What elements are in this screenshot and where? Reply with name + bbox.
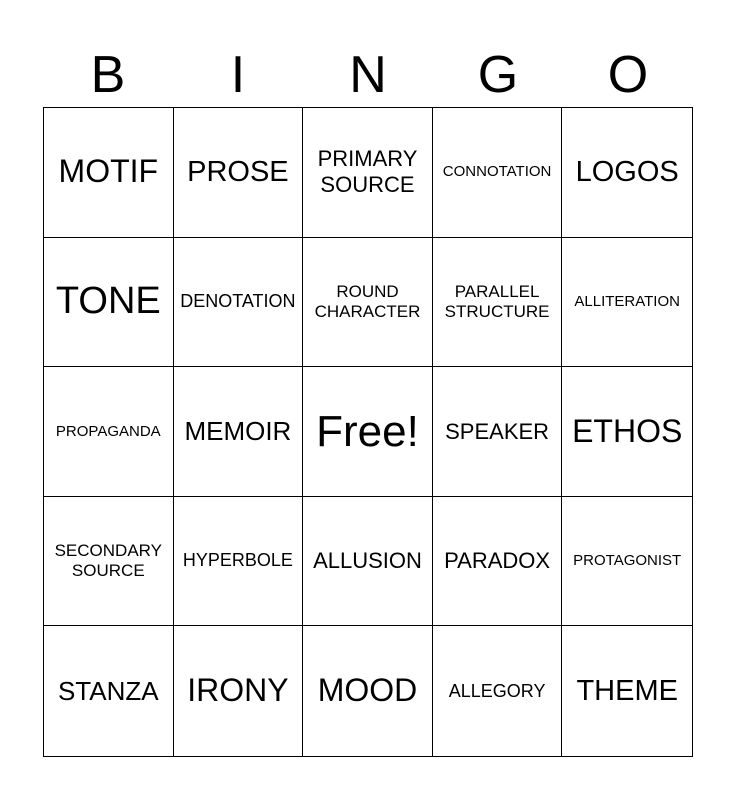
bingo-cell[interactable] [303, 497, 433, 627]
bingo-cell[interactable] [44, 238, 174, 368]
cell-label: ALLUSION [313, 548, 422, 574]
bingo-cell[interactable] [433, 367, 563, 497]
bingo-cell[interactable] [303, 626, 433, 756]
bingo-cell[interactable] [174, 626, 304, 756]
header-letter-n: N [349, 46, 387, 104]
cell-label: MOOD [317, 672, 418, 709]
cell-label: ROUND CHARACTER [314, 281, 421, 321]
bingo-cell[interactable] [433, 108, 563, 238]
bingo-cell[interactable] [562, 367, 692, 497]
cell-label: PRIMARY SOURCE [317, 146, 418, 198]
bingo-cell[interactable] [44, 108, 174, 238]
cell-label: ETHOS [572, 412, 683, 449]
free-space-label: Free! [316, 406, 419, 456]
cell-label: PROPAGANDA [55, 422, 161, 440]
cell-label: PARALLEL STRUCTURE [444, 281, 550, 321]
bingo-cell[interactable] [433, 238, 563, 368]
bingo-cell[interactable] [44, 367, 174, 497]
header-letter-i: I [230, 46, 246, 104]
cell-label: ALLITERATION [574, 293, 680, 311]
header-letter-g: G [477, 46, 519, 104]
bingo-cell[interactable] [44, 626, 174, 756]
bingo-cell[interactable] [562, 497, 692, 627]
cell-label: TONE [55, 280, 161, 323]
cell-label: ALLEGORY [448, 680, 546, 701]
cell-label: CONNOTATION [442, 163, 552, 181]
cell-label: MOTIF [58, 153, 159, 190]
cell-label: SPEAKER [445, 418, 550, 444]
bingo-cell[interactable] [562, 238, 692, 368]
bingo-cell[interactable] [303, 238, 433, 368]
bingo-cell[interactable] [303, 108, 433, 238]
bingo-cell[interactable] [174, 367, 304, 497]
cell-label: THEME [576, 675, 678, 708]
bingo-cell[interactable] [174, 238, 304, 368]
bingo-board [43, 107, 693, 757]
cell-label: PROTAGONIST [573, 552, 682, 570]
bingo-cell[interactable] [174, 497, 304, 627]
bingo-cell[interactable] [174, 108, 304, 238]
cell-label: LOGOS [575, 156, 679, 189]
bingo-cell[interactable] [433, 626, 563, 756]
cell-label: MEMOIR [184, 416, 292, 447]
bingo-cell[interactable] [433, 497, 563, 627]
cell-label: DENOTATION [180, 291, 296, 312]
cell-label: PARADOX [444, 548, 551, 574]
cell-label: STANZA [57, 675, 159, 706]
bingo-header [43, 42, 693, 108]
cell-label: HYPERBOLE [182, 550, 293, 571]
header-letter-b: B [90, 46, 126, 104]
cell-label: PROSE [187, 156, 289, 189]
cell-label: IRONY [187, 672, 289, 709]
cell-label: SECONDARY SOURCE [54, 541, 162, 581]
bingo-cell[interactable] [562, 108, 692, 238]
bingo-cell[interactable] [44, 497, 174, 627]
free-space[interactable] [303, 367, 433, 497]
header-letter-o: O [607, 46, 649, 104]
bingo-cell[interactable] [562, 626, 692, 756]
